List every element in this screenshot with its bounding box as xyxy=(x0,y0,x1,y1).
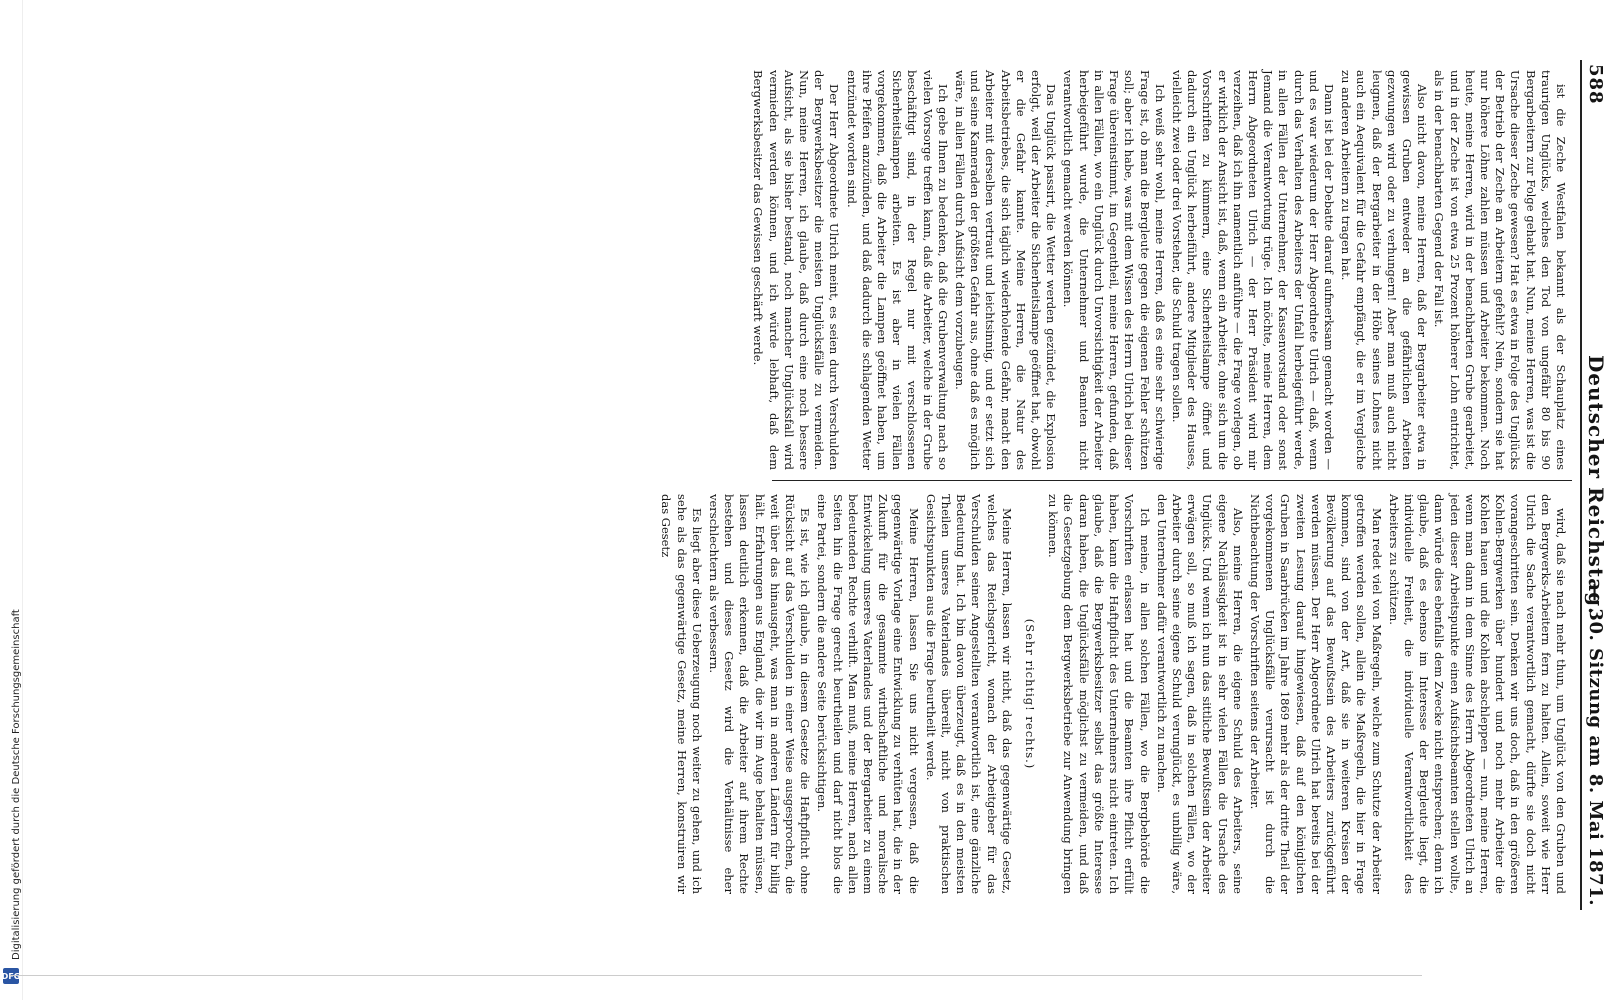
paragraph: Man redet viel von Maßregeln, welche zum Schutze der Arbeiter getroffen werden sollen, allein die Maßregeln, die hier in Frage kommen, sind von der Art, daß sie in weiteren Kreisen der Bevölkerung auf das Bewußtsein des Arbeiters zurückgeführt werden müssen. Der Herr Abgeordnete Ulrich hat bereits bei der zweiten Lesung darauf hingewiesen, daß auf den königlichen Gruben in Saarbrücken im Jahre 1869 mehr als der dritte Theil der vorgekommenen Unglücksfälle verursacht ist durch die Nichtbeachtung der Vorschriften seitens der Arbeiter. xyxy=(1247,494,1384,894)
paragraph: wird, daß sie nach mehr thun, um Unglück von den Gruben und den Bergwerks-Arbeitern fern zu halten. Allein, soweit wie Herr Ulrich die Sache verantwortlich gemacht, dürfte sie doch nicht vorangeschritten sein. Denken wir uns doch, daß in den größeren Kohlen-Bergwerken über hundert und noch mehr Arbeiter die Kohlen hauen und die Kohlen abschleppen — nun, meine Herren, wenn man dann in dem Sinne des Herrn Abgeordneten Ulrich an jeden dieser Arbeitspunkte einen Aufsichtsbeamten stellen wollte, dann würde dies ebenfalls dem Zwecke nicht entsprechen; denn ich glaube, daß es ebenso im Interesse der Bergleute liegt, die individuelle Freiheit, die individuelle Verantwortlichkeit des Arbeiters zu schützen. xyxy=(1386,494,1568,894)
right-column xyxy=(656,494,1568,894)
applause-note: (Sehr richtig! rechts.) xyxy=(1023,618,1038,770)
bottom-rule xyxy=(10,975,1422,976)
paragraph: Dann ist bei der Debatte darauf aufmerksam gemacht worden — und es war wiederum der Herr Abgeordnete Ulrich — daß, wenn durch das Verhalten des Arbeiters der Unfall herbeigeführt werde, in allen Fällen der Unternehmer, der Kassenvorstand oder sonst Jemand die Verantwortung trüge. Ich möchte, meine Herren, dem Herrn Abgeordneten Ulrich — der Herr Präsident wird mir verzeihen, daß ich ihn namentlich anführe — die Frage vorlegen, ob er wirklich der Ansicht ist, daß, wenn ein Arbeiter, ohne sich um die Vorschriften zu kümmern, eine Sicherheitslampe öffnet und dadurch ein Unglück herbeiführt, andere Mitglieder des Hauses, vielleicht zwei oder drei Vorsteher, die Schuld tragen sollen. xyxy=(1169,70,1336,470)
digitization-label: Digitalisierung gefördert durch die Deutsche Forschungsgemeinschaft xyxy=(11,609,22,960)
header-rule xyxy=(1580,60,1582,910)
paragraph: ist die Zeche Westfalen bekannt als der Schauplatz eines traurigen Unglücks, welches den Tod von ungefähr 80 bis 90 Bergarbeitern zur Folge gehabt hat. Nun, meine Herren, was ist die Ursache dieser Zeche gewesen? Hat es etwa in Folge des Unglücks der Betrieb der Zeche an Arbeitern gefehlt? Nein, sondern sie hat nur höhere Löhne zahlen müssen und Arbeiter bekommen. Noch heute, meine Herren, wird in der benachbarten Grube gearbeitet, und in der Zeche ist von etwa 25 Prozent höherer Lohn entrichtet, als in der benachbarten Gegend der Fall ist. xyxy=(1432,70,1568,470)
paragraph: Es ist, wie ich glaube, in diesem Gesetze die Haftpflicht ohne Rücksicht auf das Verschulden in einer Weise ausgesprochen, die weit über das hinausgeht, was man in anderen Ländern für billig hält. Erfahrungen aus England, die wir im Auge behalten müssen, lassen deutlich erkennen, daß die Arbeiter auf ihrem Rechte bestehen und dieses Gesetz wird die Verhältnisse eher verschlechtern als verbessern. xyxy=(707,494,813,894)
left-column xyxy=(748,70,1568,470)
page-title: Deutscher Reichstag. xyxy=(1584,354,1608,616)
paragraph: Es liegt aber diese Ueberzeugung noch weiter zu gehen, und ich sehe als das gegenwärtige Gesetz, meine Herren, konstruiren wir das Gesetz xyxy=(659,494,704,894)
session-line: — 30. Sitzung am 8. Mai 1871. xyxy=(1585,583,1606,906)
page-number: 588 xyxy=(1585,64,1606,105)
paragraph: Der Herr Abgeordnete Ulrich meint, es seien durch Verschulden der Bergwerksbesitzer die meisten Unglücksfälle zu vermeiden. Nun, meine Herren, ich glaube, daß durch eine noch bessere Aufsicht, als sie bisher bestand, noch mancher Unglücksfall wird vermieden werden können, und ich würde lebhaft, daß dem Bergwerksbesitzer das Gewissen geschärft werde. xyxy=(751,70,842,470)
paragraph: Ich gebe Ihnen zu bedenken, daß die Grubenverwaltung nach so vielen Vorsorge treffen kann, daß die Arbeiter, welche in der Grube beschäftigt sind, in der Regel nur mit verschlossenen Sicherheitslampen arbeiten. Es ist aber in vielen Fällen vorgekommen, daß die Arbeiter die Lampen geöffnet haben, um ihre Pfeifen anzuzünden, und daß dadurch die schlagenden Wetter entzündet worden sind. xyxy=(844,70,950,470)
column-divider xyxy=(772,480,1572,481)
paragraph: Also, meine Herren, die eigene Schuld des Arbeiters, seine eigene Nachlässigkeit ist in sehr vielen Fällen die Ursache des Unglücks. Und wenn ich nun das sittliche Bewußtsein der Arbeiter erwägen soll, so muß ich sagen, daß in solchen Fällen, wo der Arbeiter durch seine eigene Schuld verunglückt, es unbillig wäre, den Unternehmer dafür verantwortlich zu machen. xyxy=(1154,494,1245,894)
paragraph: Meine Herren, lassen wir nicht, daß das gegenwärtige Gesetz, welches das Reichsgericht, wonach der Arbeitgeber für das Verschulden seiner Angestellten verantwortlich ist, eine gänzliche Bedeutung hat. Ich bin davon überzeugt, daß es in den meisten Theilen unseres Vaterlandes übereilt, nicht von praktischen Gesichtspunkten aus die Frage beurtheilt werde. xyxy=(923,494,1014,894)
paragraph: Meine Herren, lassen Sie uns nicht vergessen, daß die gegenwärtige Vorlage eine Entwicklung zu verhüten hat, die in der Zukunft für die gesammte wirthschaftliche und moralische Entwickelung unseres Vaterlandes und der Bergarbeiter zu einem bedeutenden Rechte verhilft. Man muß, meine Herren, nach allen Seiten hin die Frage gerecht beurtheilen und darf nicht blos die eine Partei, sondern die andere Seite berücksichtigen. xyxy=(815,494,921,894)
scan-area xyxy=(60,40,1608,940)
paragraph: Ich weiß sehr wohl, meine Herren, daß es eine sehr schwierige Frage ist, ob man die Bergleute gegen die eigenen Fehler schützen soll; aber ich habe, was mit dem Wissen des Herrn Ulrich bei dieser Frage übereinstimmt, im Gegentheil, meine Herren, gefunden, daß in allen Fällen, wo ein Unglück durch Unvorsichtigkeit der Arbeiter herbeigeführt wurde, die Unternehmer und Beamten nicht verantwortlich gemacht werden können. xyxy=(1061,70,1167,470)
digitization-strip xyxy=(0,0,23,1000)
dfg-logo-icon: DFG xyxy=(3,968,19,984)
paragraph: Ich meine, in allen solchen Fällen, wo die Bergbehörde die Vorschriften erlassen hat und die Beamten ihre Pflicht erfüllt haben, kann die Haftpflicht des Unternehmers nicht eintreten. Ich glaube, daß die Bergwerksbesitzer selbst das größte Interesse daran haben, die Unglücksfälle möglichst zu vermeiden, und daß die Gesetzgebung dem Bergwerksbetriebe zur Anwendung bringen zu können. xyxy=(1046,494,1152,894)
paragraph: Das Unglück passirt, die Wetter werden gezündet, die Explosion erfolgt, weil der Arbeiter die Sicherheitslampe geöffnet hat, obwohl er die Gefahr kannte. Meine Herren, die Natur des Arbeitsbetriebes, die sich täglich wiederholende Gefahr, macht den Arbeiter mit derselben vertraut und leichtsinnig, und er setzt sich und seine Kameraden der größten Gefahr aus, ohne daß es möglich wäre, in allen Fällen durch Aufsicht dem vorzubeugen. xyxy=(953,70,1059,470)
paragraph: Also nicht davon, meine Herren, daß der Bergarbeiter etwa in gewissen Gruben entweder an die gefährlichen Arbeiten gezwungen wird oder zu verhungern! Aber man muß auch nicht leugnen, daß der Bergarbeiter in der Höhe seines Lohnes nicht auch ein Aequivalent für die Gefahr empfängt, die er im Vergleiche zu anderen Arbeitern zu tragen hat. xyxy=(1339,70,1430,470)
rotated-page-content xyxy=(142,40,1612,930)
